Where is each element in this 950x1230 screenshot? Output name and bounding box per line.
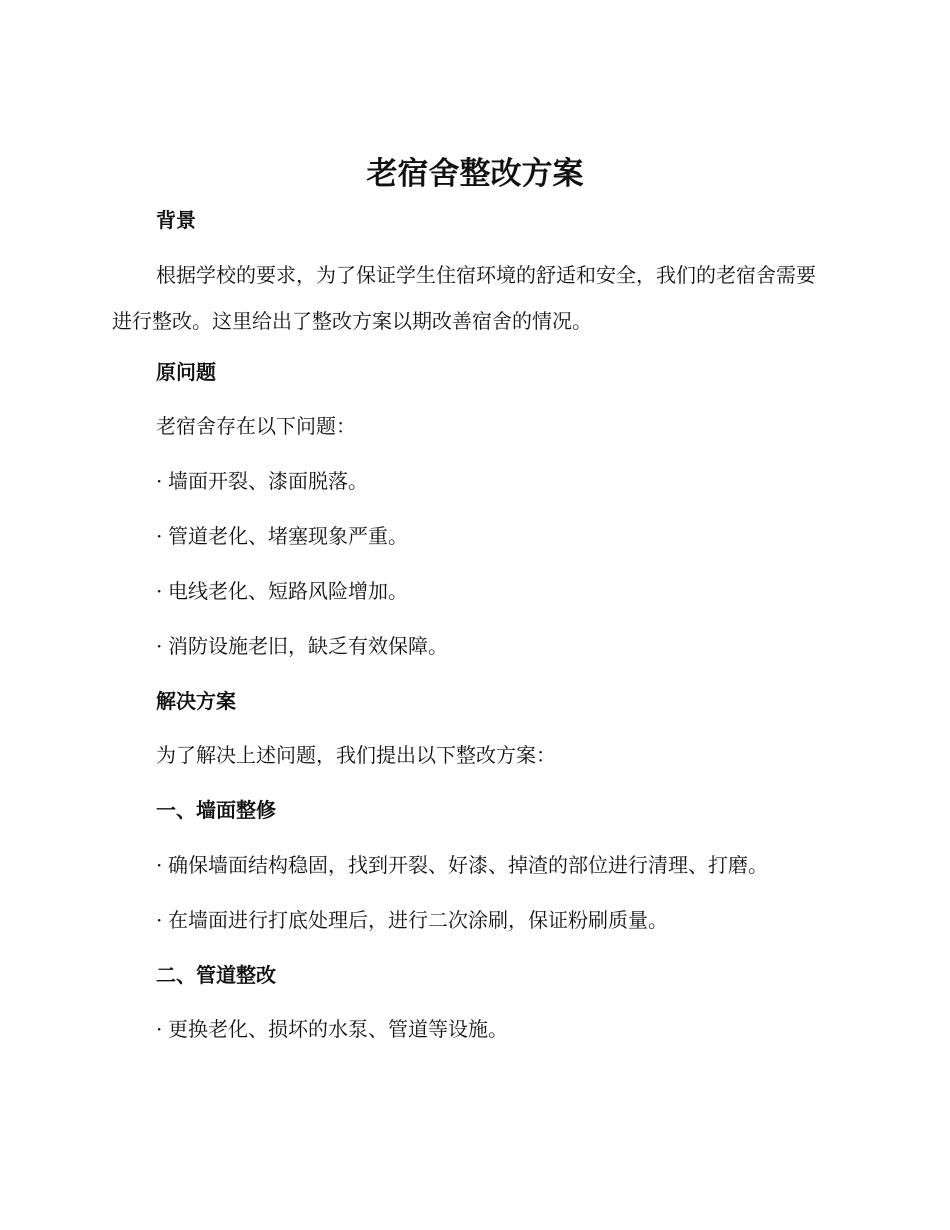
document-title: 老宿舍整改方案	[366, 156, 584, 192]
section-heading-solutions: 解决方案	[156, 689, 236, 713]
bullet-marker: ·	[156, 524, 163, 548]
list-item-text: 更换老化、损坏的水泵、管道等设施。	[168, 1017, 508, 1041]
background-paragraph: 根据学校的要求，为了保证学生住宿环境的舒适和安全，我们的老宿舍需要进行整改。这里给出了整改方案以期改善宿舍的情况。	[112, 263, 816, 333]
list-item	[156, 624, 876, 668]
problems-intro: 老宿舍存在以下问题：	[156, 414, 356, 438]
list-item	[156, 843, 876, 887]
list-item-text: 消防设施老旧，缺乏有效保障。	[168, 634, 448, 658]
bullet-marker: ·	[156, 634, 163, 658]
list-item	[156, 569, 876, 613]
bullet-marker: ·	[156, 579, 163, 603]
list-item-text: 在墙面进行打底处理后，进行二次涂刷，保证粉刷质量。	[168, 908, 668, 932]
list-item-text: 墙面开裂、漆面脱落。	[168, 469, 368, 493]
bullet-marker: ·	[156, 908, 163, 932]
list-item	[156, 1007, 876, 1051]
list-item-text: 确保墙面结构稳固，找到开裂、好漆、掉渣的部位进行清理、打磨。	[168, 853, 768, 877]
subsection-heading-pipe: 二、管道整改	[156, 963, 276, 987]
list-item	[156, 898, 876, 942]
list-item-text: 电线老化、短路风险增加。	[168, 579, 408, 603]
list-item-text: 管道老化、堵塞现象严重。	[168, 524, 408, 548]
list-item	[156, 459, 876, 503]
solutions-intro: 为了解决上述问题，我们提出以下整改方案：	[156, 743, 556, 767]
list-item	[156, 514, 876, 558]
section-heading-problems: 原问题	[156, 360, 216, 384]
section-heading-background: 背景	[156, 208, 196, 232]
bullet-marker: ·	[156, 1017, 163, 1041]
subsection-heading-wall: 一、墙面整修	[156, 798, 276, 822]
bullet-marker: ·	[156, 853, 163, 877]
bullet-marker: ·	[156, 469, 163, 493]
